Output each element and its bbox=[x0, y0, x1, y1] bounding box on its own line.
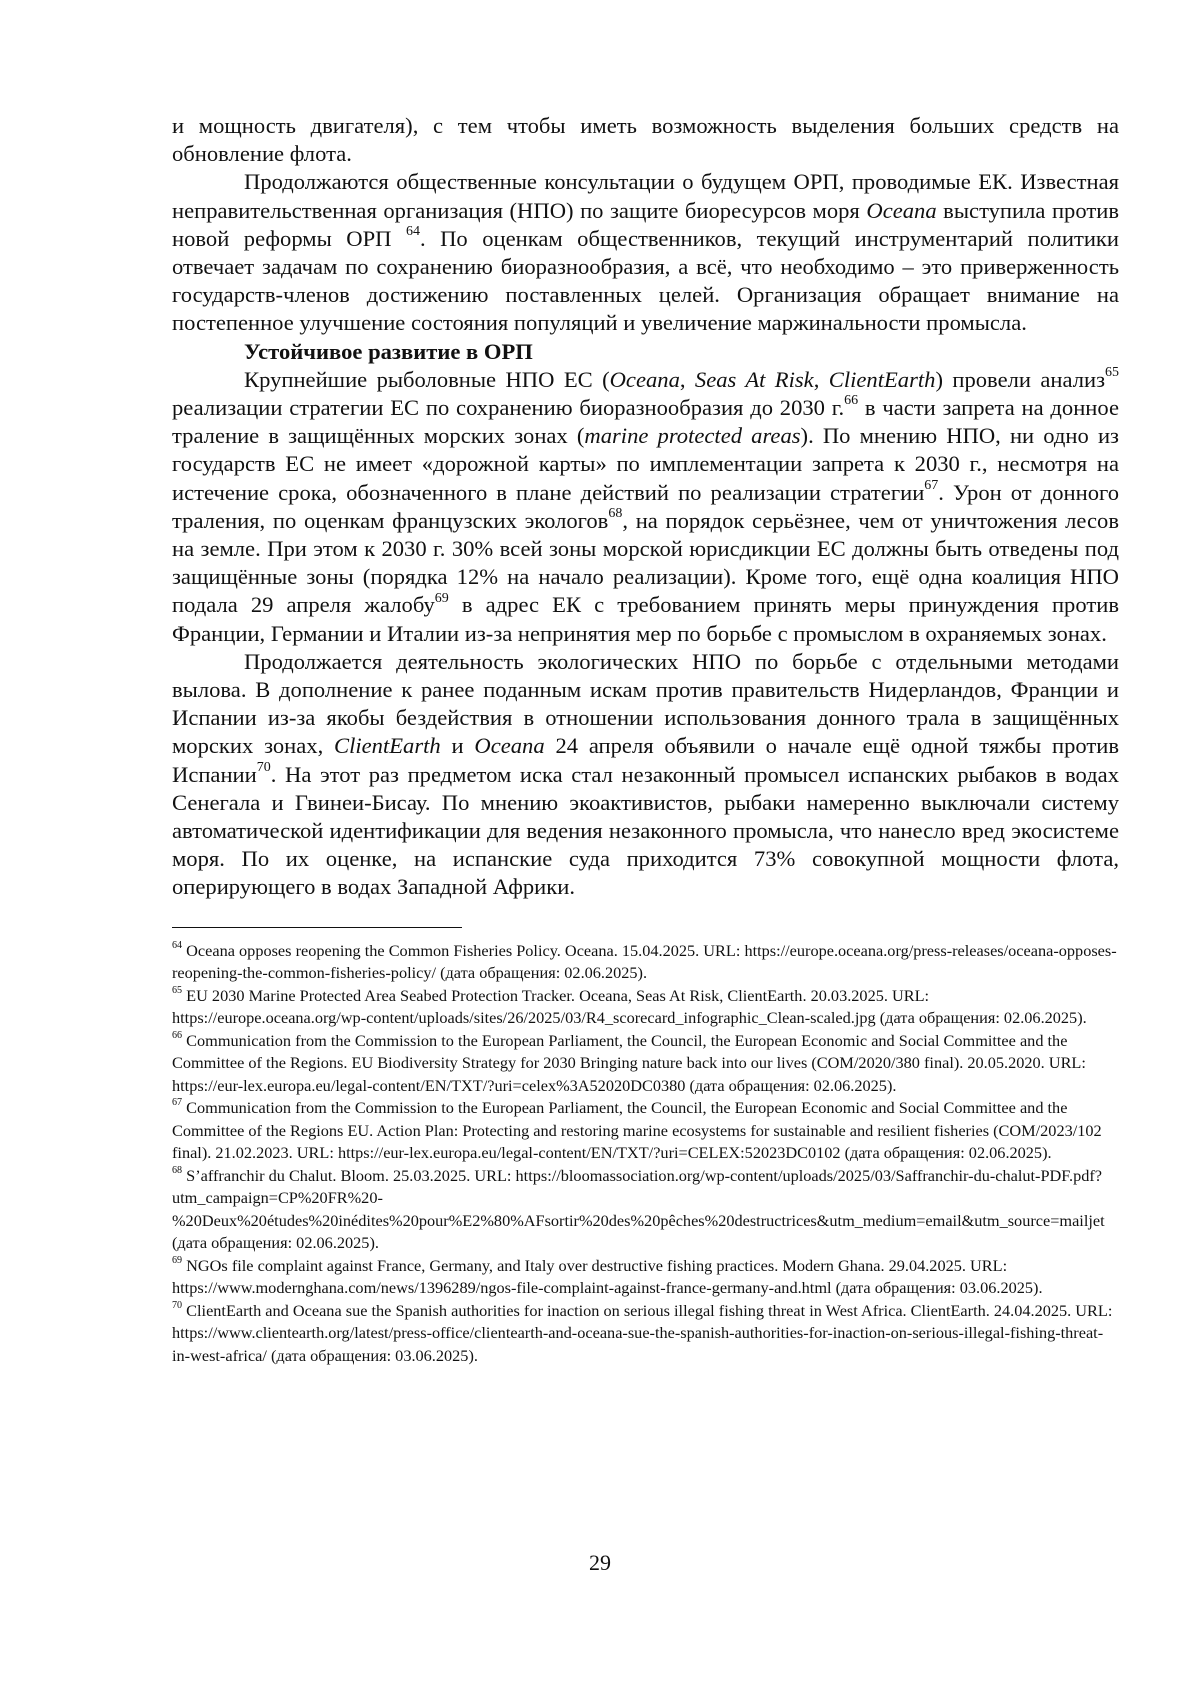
footnote-ref-66[interactable]: 66 bbox=[844, 393, 859, 409]
footnote-ref-70[interactable]: 70 bbox=[256, 760, 271, 776]
paragraph-ngo-analysis: Крупнейшие рыболовные НПО ЕС (Oceana, Seas At Risk, ClientEarth) провели анализ$^{65}$ реализации стратегии ЕС по сохранению биоразнообразия до 2030 г.$^{66}$ в части запрета на донное траление в защищённых морских зонах (marine protected areas). По мнению НПО, ни одно из государств ЕС не имеет «дорожной карты» по имплементации запрета к 2030 г., несмотря на истечение срока, обозначенного в плане действий по реализации стратегии$^{67}$. Урон от донного траления, по оценкам французских экологов$^{68}$, на порядок серьёзнее, чем от уничтожения лесов на земле. При этом к 2030 г. 30% всей зоны морской юрисдикции ЕС должны быть отведены под защищённые зоны (порядка 12% на начало реализации). Кроме того, ещё одна коалиция НПО подала 29 апреля жалобу$^{69}$ в адрес ЕК с требованием принять меры принуждения против Франции, Германии и Италии из-за непринятия мер по борьбе с промыслом в охраняемых зонах. bbox=[172, 365, 1120, 646]
footnote-ref-68[interactable]: 68 bbox=[608, 506, 623, 522]
footnote: $^{65}$ EU 2030 Marine Protected Area Seabed Protection Tracker. Oceana, Seas At Risk, ClientEarth. 20.03.2025. URL: https://europe.oceana.org/wp-content/uploads/sites/26/2025/03/R4_scorecard_infographic_Clean-scaled.jpg (дата обращения: 02.06.2025). bbox=[172, 984, 1087, 1028]
document-page bbox=[172, 112, 1119, 1367]
footnote: $^{67}$ Communication from the Commission to the European Parliament, the Council, the European Economic and Social Committee and the Committee of the Regions EU. Action Plan: Protecting and restoring marine ecosystems for sustainable and resilient fisheries (COM/2023/102 final). 21.02.2023. URL: https://eur-lex.europa.eu/legal-content/EN/TXT/?uri=CELEX:52023DC0102 (дата обращения: 02.06.2025). bbox=[172, 1097, 1102, 1163]
footnote-ref-69[interactable]: 69 bbox=[434, 590, 449, 606]
page-number: 29 bbox=[589, 1550, 611, 1575]
section-heading: Устойчивое развитие в ОРП bbox=[244, 338, 533, 364]
footnote: $^{64}$ Oceana opposes reopening the Common Fisheries Policy. Oceana. 15.04.2025. URL: https://europe.oceana.org/press-releases/oceana-opposes-reopening-the-common-fisheries-policy/ (дата обращения: 02.06.2025). bbox=[172, 939, 1117, 983]
footnote-ref-65[interactable]: 65 bbox=[1105, 365, 1120, 381]
footnote: $^{66}$ Communication from the Commission to the European Parliament, the Council, the European Economic and Social Committee and the Committee of the Regions. EU Biodiversity Strategy for 2030 Bringing nature back into our lives (COM/2020/380 final). 20.05.2020. URL: https://eur-lex.europa.eu/legal-content/EN/TXT/?uri=celex%3A52020DC0380 (дата обращения: 02.06.2025). bbox=[172, 1029, 1086, 1095]
paragraph-fishing-methods: Продолжается деятельность экологических НПО по борьбе с отдельными методами вылова. В дополнение к ранее поданным искам против правительств Нидерландов, Франции и Испании из-за якобы бездействия в отношении использования донного трала в защищённых морских зонах, ClientEarth и Oceana 24 апреля объявили о начале ещё одной тяжбы против Испании$^{70}$. На этот раз предметом иска стал незаконный промысел испанских рыбаков в водах Сенегала и Гвинеи-Бисау. По мнению экоактивистов, рыбаки намеренно выключали систему автоматической идентификации для ведения незаконного промысла, что нанесло вред экосистеме моря. По их оценке, на испанские суда приходится 73% совокупной мощности флота, оперирующего в водах Западной Африки. bbox=[172, 648, 1119, 900]
footnote: $^{68}$ S’affranchir du Chalut. Bloom. 25.03.2025. URL: https://bloomassociation.org/wp-content/uploads/2025/03/Saffranchir-du-chalut-PDF.pdf?utm_campaign=CP%20FR%20-%20Deux%20études%20inédites%20pour%E2%80%AFsortir%20des%20pêches%20destructrices&utm_medium=email&utm_source=mailjet (дата обращения: 02.06.2025). bbox=[172, 1164, 1105, 1253]
footnote-ref-67[interactable]: 67 bbox=[924, 478, 939, 494]
footnotes bbox=[172, 940, 1119, 1368]
footnote: $^{69}$ NGOs file complaint against France, Germany, and Italy over destructive fishing practices. Modern Ghana. 29.04.2025. URL: https://www.modernghana.com/news/1396289/ngos-file-complaint-against-france-germany-and.html (дата обращения: 03.06.2025). bbox=[172, 1254, 1043, 1298]
footnote-ref-64[interactable]: 64 bbox=[405, 224, 420, 240]
main-text bbox=[172, 112, 1119, 902]
footnote: $^{70}$ ClientEarth and Oceana sue the Spanish authorities for inaction on serious illegal fishing threat in West Africa. ClientEarth. 24.04.2025. URL: https://www.clientearth.org/latest/press-office/clientearth-and-oceana-sue-the-spanish-authorities-for-inaction-on-serious-illegal-fishing-threat-in-west-africa/ (дата обращения: 03.06.2025). bbox=[172, 1299, 1113, 1365]
paragraph-consultations: Продолжаются общественные консультации о будущем ОРП, проводимые ЕК. Известная неправительственная организация (НПО) по защите биоресурсов моря Oceana выступила против новой реформы ОРП $^{64}$. По оценкам общественников, текущий инструментарий политики отвечает задачам по сохранению биоразнообразия, а всё, что необходимо – это приверженность государств-членов достижению поставленных целей. Организация обращает внимание на постепенное улучшение состояния популяций и увеличение маржинальности промысла. bbox=[172, 169, 1119, 336]
footnote-divider bbox=[172, 927, 462, 928]
paragraph-continued: и мощность двигателя), с тем чтобы иметь возможность выделения больших средств на обновление флота. bbox=[172, 113, 1119, 167]
